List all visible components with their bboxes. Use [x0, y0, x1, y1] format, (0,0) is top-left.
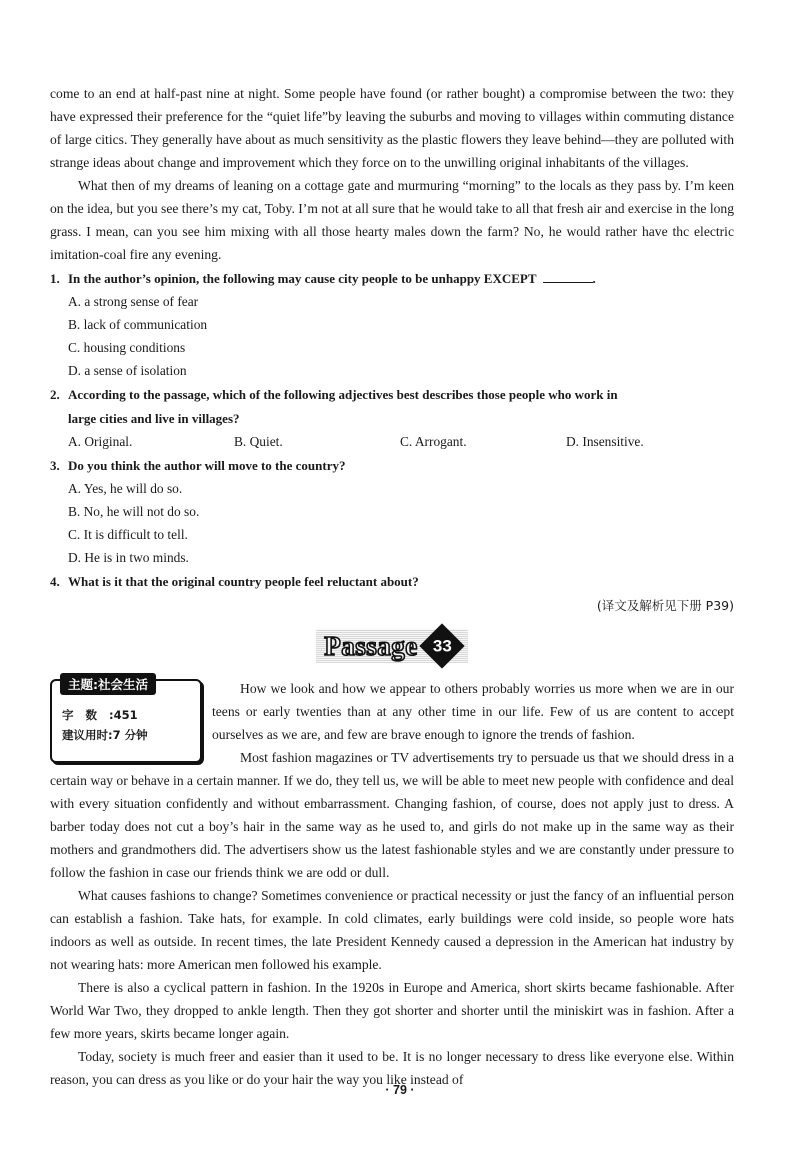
continuation-paragraph-2: What then of my dreams of leaning on a cottage gate and murmuring “morning” to the locals as they pass by. I’m keen on the idea, but you see there’s my cat, Toby. I’m not at all sure that he would take to all that fresh air and exercise in the long grass. I mean, can you see him mixing with all those hearty males down the farm? No, he would rather have thc electric imitation-coal fire any evening. [50, 178, 734, 262]
option-b: B. lack of communication [68, 317, 208, 332]
question-number: 4. [50, 574, 60, 589]
option-d: D. He is in two minds. [68, 550, 189, 565]
question-list [50, 267, 734, 593]
option-a: A. Original. [68, 434, 133, 449]
page-content [50, 82, 734, 1091]
passage-paragraph-4: There is also a cyclical pattern in fashion. In the 1920s in Europe and America, short skirts became fashionable. After World War Two, they dropped to ankle length. Then they got shorter and shorter until the miniskirt was in fashion. After a few more years, skirts became longer again. [50, 980, 734, 1041]
answer-reference-note: (译文及解析见下册 P39) [596, 598, 734, 613]
passage-number: 33 [432, 635, 452, 655]
suggested-time: 建议用时:7 分钟 [62, 728, 148, 742]
question-2-options [50, 430, 734, 453]
passage-banner-box [316, 629, 468, 663]
passage-info-box [50, 679, 202, 763]
question-1-stem [50, 267, 734, 290]
option-d: D. a sense of isolation [68, 363, 187, 378]
question-text: According to the passage, which of the following adjectives best describes those people who work in [68, 387, 618, 402]
page-number: · 79 · [385, 1083, 415, 1097]
word-count [62, 705, 148, 725]
passage-paragraph-2: Most fashion magazines or TV advertisements try to persuade us that we should dress in a certain way or behave in a certain manner. If we do, they tell us, we will be able to meet new people with confidence and deal with every situation confidently and without embarrassment. Changing fashion, of course, does not apply just to dress. A barber today does not cut a boy’s hair in the same way as he used to, and girls do not make up in the same way as their mothers and grandmothers did. The advertisers show us the latest fashionable styles and we are constantly under pressure to follow the fashion in case our friends think we are odd or dull. [50, 750, 734, 880]
option-c: C. It is difficult to tell. [68, 527, 188, 542]
answer-blank [543, 270, 593, 283]
question-number: 1. [50, 271, 60, 286]
option-a: A. a strong sense of fear [68, 294, 199, 309]
info-lines [62, 705, 148, 745]
passage-paragraph-5: Today, society is much freer and easier than it used to be. It is no longer necessary to dress like everyone else. Within reason, you can dress as you like or do your hair the way you like instead of [50, 1049, 734, 1087]
question-2-stem [50, 383, 734, 406]
question-end-mark: . [592, 271, 596, 286]
option-b: B. No, he will not do so. [68, 504, 200, 519]
option-a: A. Yes, he will do so. [68, 481, 183, 496]
passage-title: Passage [324, 630, 418, 661]
question-number: 2. [50, 387, 60, 402]
question-4-stem [50, 570, 734, 593]
passage-banner [50, 629, 734, 669]
word-count-value: :451 [109, 708, 138, 722]
option-b: B. Quiet. [234, 434, 283, 449]
question-number: 3. [50, 458, 60, 473]
question-3-options [50, 477, 734, 569]
passage-paragraph-3: What causes fashions to change? Sometimes convenience or practical necessity or just the fancy of an influential person can establish a fashion. Take hats, for example. In cold climates, early buildings were cold inside, so people wore hats indoors as well as outside. In recent times, the late President Kennedy caused a depression in the American hat industry by not wearing hats: more American men followed his example. [50, 888, 734, 972]
option-d: D. Insensitive. [566, 434, 644, 449]
continuation-paragraph-1: come to an end at half-past nine at night. Some people have found (or rather bought) a compromise between the two: they have expressed their preference for the “quiet life”by leaving the suburbs and moving to villages within commuting distance of large citics. They generally have about as much sensitivity as the plastic flowers they leave behind—they are polluted with strange ideas about change and improvement which they force on to the unwilling original inhabitants of the villages. [50, 86, 734, 170]
question-1-options [50, 290, 734, 382]
option-c: C. housing conditions [68, 340, 186, 355]
topic-tag: 主题:社会生活 [60, 673, 156, 695]
question-2-stem-continued: large cities and live in villages? [68, 411, 240, 426]
question-3-stem [50, 454, 734, 477]
question-text: What is it that the original country people feel reluctant about? [68, 574, 419, 589]
word-count-label: 字数 [62, 708, 109, 722]
option-c: C. Arrogant. [400, 434, 467, 449]
question-text: In the author’s opinion, the following may cause city people to be unhappy EXCEPT [68, 271, 537, 286]
passage-paragraph-1: How we look and how we appear to others probably worries us more when we are in our teens or early twenties than at any other time in our life. Few of us are content to accept ourselves as we are, and few are brave enough to ignore the trends of fashion. [212, 681, 734, 742]
passage-33 [50, 677, 734, 1091]
passage-number-diamond [419, 623, 464, 668]
question-text: Do you think the author will move to the country? [68, 458, 346, 473]
